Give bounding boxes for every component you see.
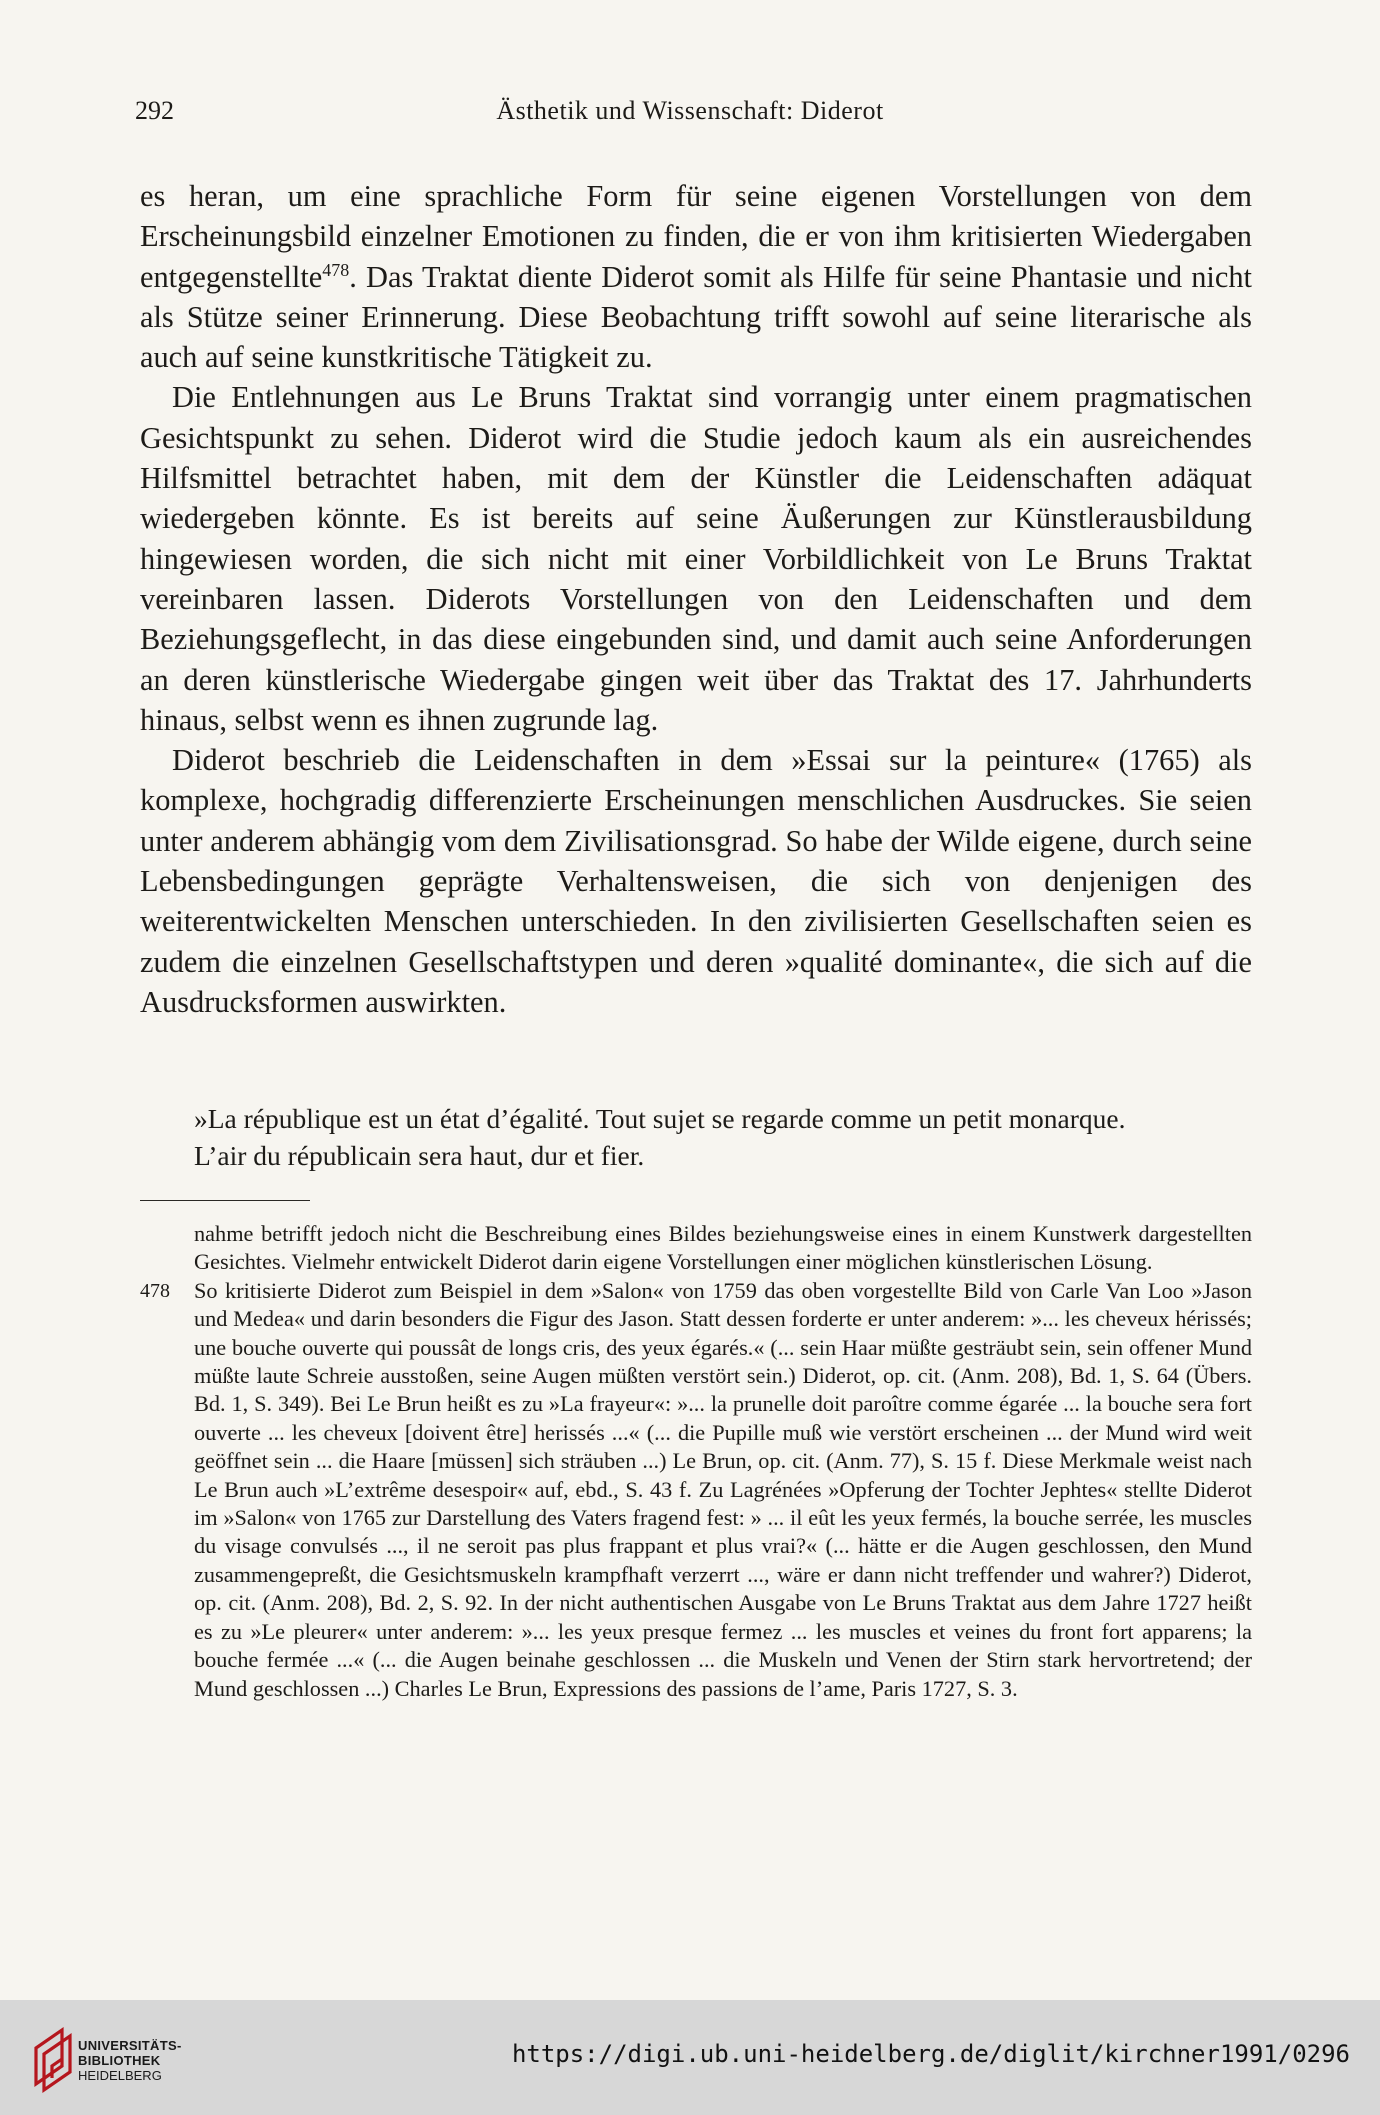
footnote-reference-478[interactable]: 478 bbox=[322, 259, 350, 280]
paragraph-3: Diderot beschrieb die Leidenschaften in dem »Essai sur la peinture« (1765) als komplexe, hochgradig differenzierte Erscheinungen menschlichen Ausdruckes. Sie seien unter anderem abhängig vom dem Zivilisationsgrad. So habe der Wilde eigene, durch seine Lebensbedingungen geprägte Verhaltensweisen, die sich von denjenigen des weiterentwickelten Menschen unterschieden. In den zivilisierten Gesellschaften seien es zudem die einzelnen Gesellschaftstypen und deren »qualité dominante«, die sich auf die Ausdrucksformen auswirkten. bbox=[140, 743, 1252, 1019]
footnote-continuation: nahme betrifft jedoch nicht die Beschreibung eines Bildes beziehungsweise eines in einem Kunstwerk dargestellten Gesichtes. Vielmehr entwickelt Diderot darin eigene Vorstellungen einer möglichen künstlerischen Lösung. bbox=[194, 1221, 1252, 1275]
paragraph-1-text-b: . Das Traktat diente Diderot somit als Hilfe für seine Phantasie und nicht als Stütze seiner Erinnerung. Diese Beobachtung trifft sowohl auf seine literarische als auch auf seine kunstkritische Tätigkeit zu. bbox=[140, 259, 1252, 375]
permalink-url[interactable]: https://digi.ub.uni-heidelberg.de/diglit/kirchner1991/0296 bbox=[511, 2040, 1350, 2068]
running-head bbox=[135, 96, 1245, 136]
library-name-line-2: BIBLIOTHEK bbox=[78, 2053, 161, 2068]
paragraph-1 bbox=[140, 176, 1252, 377]
running-title: Ästhetik und Wissenschaft: Diderot bbox=[496, 96, 884, 125]
quote-line-1: »La république est un état d’égalité. Tout sujet se regarde comme un petit monarque. bbox=[194, 1103, 1126, 1134]
body-text bbox=[140, 176, 1252, 1022]
paragraph-1-text-a: es heran, um eine sprachliche Form für seine eigenen Vorstellungen von dem Erscheinungsbild einzelner Emotionen zu finden, die er von ihm kritisierten Wiedergaben entgegenstellte bbox=[140, 179, 1252, 294]
footer-bar bbox=[0, 2000, 1380, 2115]
library-name-line-1: UNIVERSITÄTS- bbox=[78, 2038, 182, 2053]
page-number: 292 bbox=[135, 96, 174, 125]
quote-line-2: L’air du républicain sera haut, dur et fier. bbox=[194, 1140, 645, 1171]
footnote-478-text: So kritisierte Diderot zum Beispiel in dem »Salon« von 1759 das oben vorgestellte Bild von Carle Van Loo »Jason und Medea« und darin besonders die Figur des Jason. Statt dessen forderte er unter anderem: »... les cheveux hérissés; une bouche ouverte qui poussât de longs cris, des yeux égarés.« (... sein Haar müßte gesträubt sein, sein offener Mund müßte laute Schreie ausstoßen, seine Augen müßten verstört sein.) Diderot, op. cit. (Anm. 208), Bd. 1, S. 64 (Übers. Bd. 1, S. 349). Bei Le Brun heißt es zu »La frayeur«: »... la prunelle doit paroître comme égarée ... la bouche sera fort ouverte ... les cheveux [doivent être] herissés ...« (... die Pupille muß wie verstört erscheinen ... der Mund wird weit geöffnet sein ... die Haare [müssen] sich sträuben ...) Le Brun, op. cit. (Anm. 77), S. 15 f. Diese Merkmale weist nach Le Brun auch »L’extrême desespoir« auf, ebd., S. 43 f. Zu Lagrénées »Opferung der Tochter Jephtes« stellte Diderot im »Salon« von 1765 zur Darstellung des Vaters fragend fest: » ... il eût les yeux fermés, la bouche serrée, les muscles du visage convulsés ..., il ne seroit pas plus frappant et plus vrai?« (... hätte er die Augen geschlossen, den Mund zusammengepreßt, die Gesichtsmuskeln krampfhaft verzerrt ..., wäre er dann nicht treffender und wahrer?) Diderot, op. cit. (Anm. 208), Bd. 2, S. 92. In der nicht authentischen Ausgabe von Le Bruns Traktat aus dem Jahre 1727 heißt es zu »Le pleurer« unter anderem: »... les yeux presque fermez ... les muscles et veines du front fort apparens; la bouche fermée ...« (... die Augen beinahe geschlossen ... die Muskeln und Venen der Stirn stark hervortretend; der Mund geschlossen ...) Charles Le Brun, Expressions des passions de l’ame, Paris 1727, S. 3. bbox=[194, 1277, 1252, 1701]
library-name-line-3: HEIDELBERG bbox=[78, 2068, 162, 2083]
footnote-478 bbox=[140, 1277, 1252, 1703]
footnote-divider bbox=[140, 1200, 310, 1201]
library-name bbox=[78, 2038, 182, 2083]
paragraph-2: Die Entlehnungen aus Le Bruns Traktat sind vorrangig unter einem pragmatischen Gesichtspunkt zu sehen. Diderot wird die Studie jedoch kaum als ein ausreichendes Hilfsmittel betrachtet haben, mit dem der Künstler die Leidenschaften adäquat wiedergeben könnte. Es ist bereits auf seine Äußerungen zur Künstlerausbildung hingewiesen worden, die sich nicht mit einer Vorbildlichkeit von Le Bruns Traktat vereinbaren lassen. Diderots Vorstellungen von den Leidenschaften und dem Beziehungsgeflecht, in das diese eingebunden sind, und damit auch seine Anforderungen an deren künstlerische Wiedergabe gingen weit über das Traktat des 17. Jahrhunderts hinaus, selbst wenn es ihnen zugrunde lag. bbox=[140, 380, 1252, 737]
block-quote bbox=[194, 1100, 1252, 1174]
footnote-478-number: 478 bbox=[140, 1279, 170, 1302]
footnotes bbox=[140, 1220, 1252, 1703]
